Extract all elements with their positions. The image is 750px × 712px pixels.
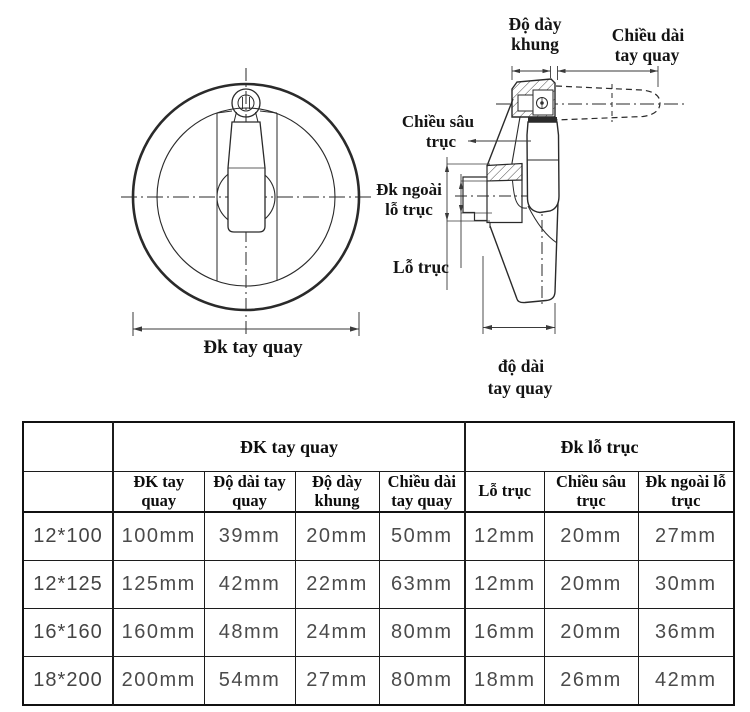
side-view bbox=[376, 14, 688, 398]
value-cell: 80mm bbox=[379, 609, 465, 657]
value-cell: 63mm bbox=[379, 561, 465, 609]
value-cell: 42mm bbox=[638, 657, 734, 706]
value-cell: 12mm bbox=[465, 512, 544, 561]
group-header-tay-quay: ĐK tay quay bbox=[113, 422, 465, 472]
label-lo-truc: Lỗ trục bbox=[393, 257, 449, 277]
phantom-handle bbox=[556, 86, 660, 120]
value-cell: 54mm bbox=[204, 657, 295, 706]
hub-section-hatch bbox=[487, 164, 522, 182]
table-row bbox=[23, 657, 734, 706]
grip-side bbox=[527, 122, 559, 213]
value-cell: 80mm bbox=[379, 657, 465, 706]
label-dk-ngoai-lo-truc: Đk ngoài bbox=[376, 180, 442, 199]
value-cell: 16mm bbox=[465, 609, 544, 657]
spec-table-container bbox=[22, 421, 734, 706]
col-header-dk-tay-quay: ĐK tay quay bbox=[113, 472, 204, 513]
grip-collar bbox=[528, 117, 557, 122]
shaft-sleeve bbox=[463, 177, 487, 221]
label-do-dai-tay-quay: độ dài bbox=[497, 356, 545, 376]
corner-cell bbox=[23, 422, 113, 472]
value-cell: 18mm bbox=[465, 657, 544, 706]
value-cell: 20mm bbox=[295, 512, 379, 561]
value-cell: 24mm bbox=[295, 609, 379, 657]
front-dim-label: Đk tay quay bbox=[203, 337, 303, 358]
group-header-row bbox=[23, 422, 734, 472]
model-cell: 12*125 bbox=[23, 561, 113, 609]
col-header-dk-ngoai-lo-truc: Đk ngoài lỗ trục bbox=[638, 472, 734, 513]
value-cell: 20mm bbox=[544, 609, 638, 657]
sub-header-row bbox=[23, 472, 734, 513]
label-do-day-khung: Độ dày bbox=[508, 14, 562, 34]
svg-text:tay quay: tay quay bbox=[487, 378, 553, 398]
svg-text:lỗ trục: lỗ trục bbox=[385, 200, 433, 219]
value-cell: 42mm bbox=[204, 561, 295, 609]
sub-header-empty bbox=[23, 472, 113, 513]
svg-text:tay quay: tay quay bbox=[614, 45, 680, 65]
value-cell: 27mm bbox=[638, 512, 734, 561]
col-header-chieu-sau-truc: Chiều sâu trục bbox=[544, 472, 638, 513]
svg-text:trục: trục bbox=[425, 132, 457, 151]
label-chieu-sau-truc: Chiều sâu bbox=[401, 112, 475, 131]
value-cell: 12mm bbox=[465, 561, 544, 609]
value-cell: 26mm bbox=[544, 657, 638, 706]
value-cell: 160mm bbox=[113, 609, 204, 657]
model-cell: 16*160 bbox=[23, 609, 113, 657]
value-cell: 20mm bbox=[544, 512, 638, 561]
value-cell: 100mm bbox=[113, 512, 204, 561]
value-cell: 22mm bbox=[295, 561, 379, 609]
table-row bbox=[23, 609, 734, 657]
col-header-chieu-dai-tay-quay: Chiều dài tay quay bbox=[379, 472, 465, 513]
front-view bbox=[121, 68, 371, 358]
value-cell: 36mm bbox=[638, 609, 734, 657]
group-header-lo-truc: Đk lỗ trục bbox=[465, 422, 734, 472]
svg-text:khung: khung bbox=[511, 34, 559, 54]
spec-table bbox=[22, 421, 735, 706]
value-cell: 39mm bbox=[204, 512, 295, 561]
value-cell: 50mm bbox=[379, 512, 465, 561]
model-cell: 18*200 bbox=[23, 657, 113, 706]
grip-front bbox=[228, 122, 265, 232]
label-chieu-dai-tay-quay: Chiều dài bbox=[611, 25, 685, 45]
col-header-lo-truc: Lỗ trục bbox=[465, 472, 544, 513]
value-cell: 20mm bbox=[544, 561, 638, 609]
table-row bbox=[23, 512, 734, 561]
col-header-do-dai-tay-quay: Độ dài tay quay bbox=[204, 472, 295, 513]
value-cell: 30mm bbox=[638, 561, 734, 609]
model-cell: 12*100 bbox=[23, 512, 113, 561]
value-cell: 48mm bbox=[204, 609, 295, 657]
col-header-do-day-khung: Độ dày khung bbox=[295, 472, 379, 513]
value-cell: 200mm bbox=[113, 657, 204, 706]
table-row bbox=[23, 561, 734, 609]
value-cell: 27mm bbox=[295, 657, 379, 706]
value-cell: 125mm bbox=[113, 561, 204, 609]
